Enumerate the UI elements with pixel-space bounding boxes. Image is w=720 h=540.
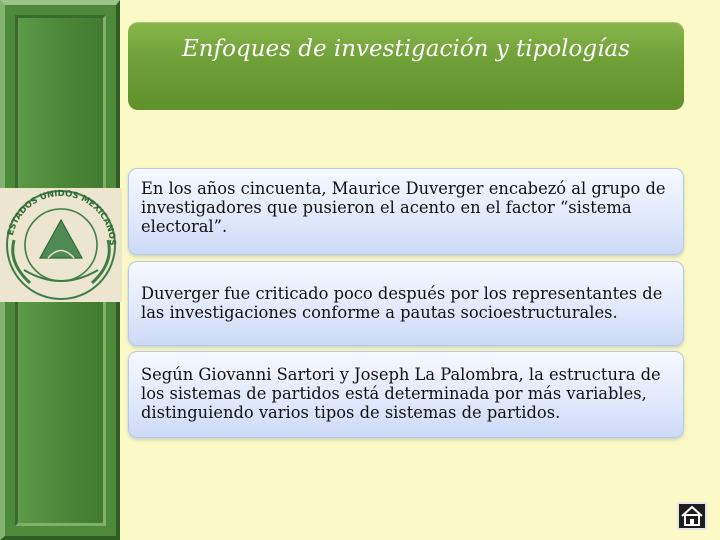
content-card-1 <box>128 168 684 255</box>
title-banner <box>128 22 684 110</box>
paragraph-text: Según Giovanni Sartori y Joseph La Palombra, la estructura de los sistemas de partidos está determinada por más variables, distinguiendo varios tipos de sistemas de partidos. <box>141 365 661 422</box>
content-card-2 <box>128 261 684 346</box>
seal-icon <box>0 188 122 302</box>
home-icon <box>679 504 705 528</box>
seal-text: ESTADOS UNIDOS MEXICANOS <box>5 189 118 246</box>
page-title: Enfoques de investigación y tipologías <box>182 36 630 62</box>
content-card-3 <box>128 351 684 438</box>
paragraph-text: En los años cincuenta, Maurice Duverger encabezó al grupo de investigadores que pusieron el acento en el factor “sistema electoral”. <box>141 179 666 236</box>
paragraph-text: Duverger fue criticado poco después por los representantes de las investigaciones conforme a pautas socioestructurales. <box>141 284 663 322</box>
home-button[interactable] <box>677 502 707 530</box>
